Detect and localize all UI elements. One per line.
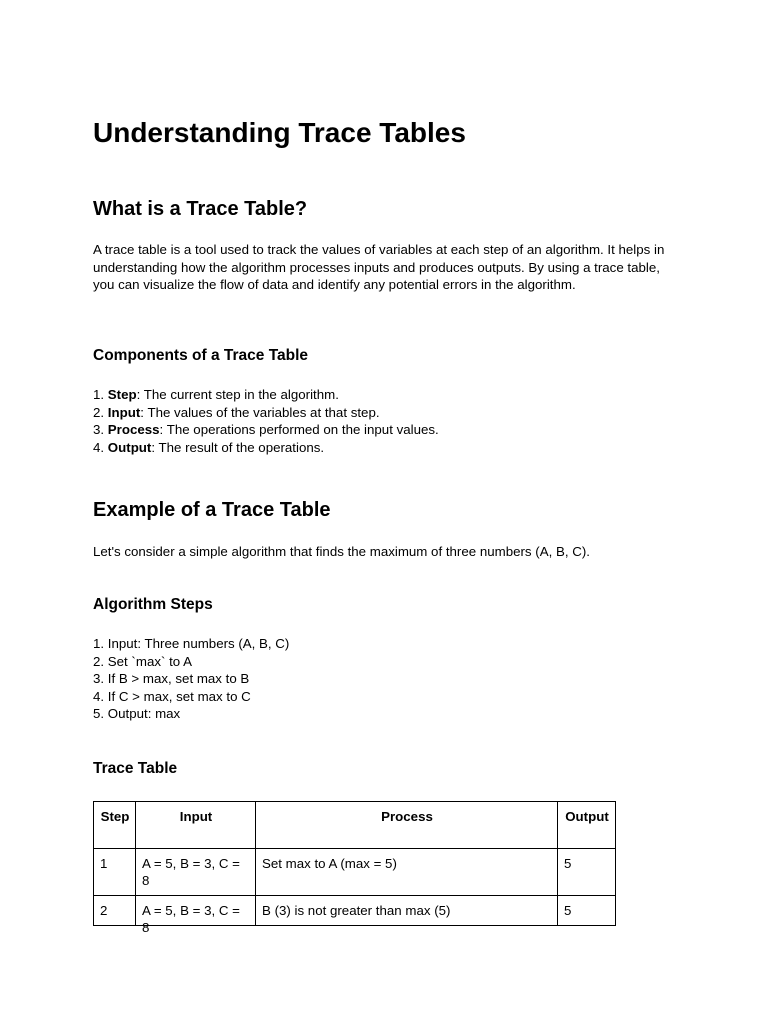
example-paragraph: Let's consider a simple algorithm that finds the maximum of three numbers (A, B, C).: [93, 544, 590, 559]
list-item: 4. Output: The result of the operations.: [93, 439, 325, 455]
list-item-term: Step: [107, 387, 137, 402]
table-cell: 2: [94, 896, 136, 926]
column-header-step: Step: [94, 802, 136, 849]
algorithm-heading: Algorithm Steps: [93, 596, 213, 613]
list-item-term: Output: [107, 439, 152, 455]
section-heading-example: Example of a Trace Table: [93, 499, 331, 521]
table-cell: Set max to A (max = 5): [256, 849, 558, 896]
components-list: [93, 386, 439, 456]
page-title: Understanding Trace Tables: [93, 117, 466, 148]
list-item-term: Input: [107, 404, 141, 420]
table-cell: 1: [94, 849, 136, 896]
list-item: 3. Process: The operations performed on the input values.: [93, 422, 439, 438]
list-item: 4. If C > max, set max to C: [93, 688, 251, 704]
components-heading: Components of a Trace Table: [93, 347, 309, 364]
list-item: 1. Step: The current step in the algorithm.: [93, 387, 339, 402]
list-item-term: Process: [107, 422, 160, 438]
list-item: 2. Set `max` to A: [93, 653, 193, 669]
table-cell: 5: [558, 896, 616, 926]
table-cell: [136, 896, 256, 935]
list-item: 2. Input: The values of the variables at that step.: [93, 404, 380, 420]
list-item: 3. If B > max, set max to B: [93, 671, 250, 687]
table-cell-text: A = 5, B = 3, C = 8: [142, 903, 240, 935]
column-header-input: Input: [136, 802, 256, 849]
list-item: 1. Input: Three numbers (A, B, C): [93, 636, 290, 651]
intro-paragraph: A trace table is a tool used to track the values of variables at each step of an algorithm. It helps in understanding how the algorithm processes inputs and produces outputs. By using a trace table, you can visualize the flow of data and identify any potential errors in the algorithm.: [93, 242, 665, 293]
table-cell: A = 5, B = 3, C = 8: [136, 849, 256, 896]
table-row: [94, 849, 616, 896]
table-row: [94, 896, 616, 926]
column-header-process: Process: [256, 802, 558, 849]
list-item: 5. Output: max: [93, 706, 181, 722]
section-heading-what-is: What is a Trace Table?: [93, 198, 308, 220]
column-header-output: Output: [558, 802, 616, 849]
table-header-row: [94, 802, 616, 849]
table-cell: 5: [558, 849, 616, 896]
trace-table-heading: Trace Table: [93, 760, 178, 777]
trace-table: [93, 801, 616, 935]
table-cell: B (3) is not greater than max (5): [256, 896, 558, 926]
algorithm-steps-list: [93, 635, 289, 723]
